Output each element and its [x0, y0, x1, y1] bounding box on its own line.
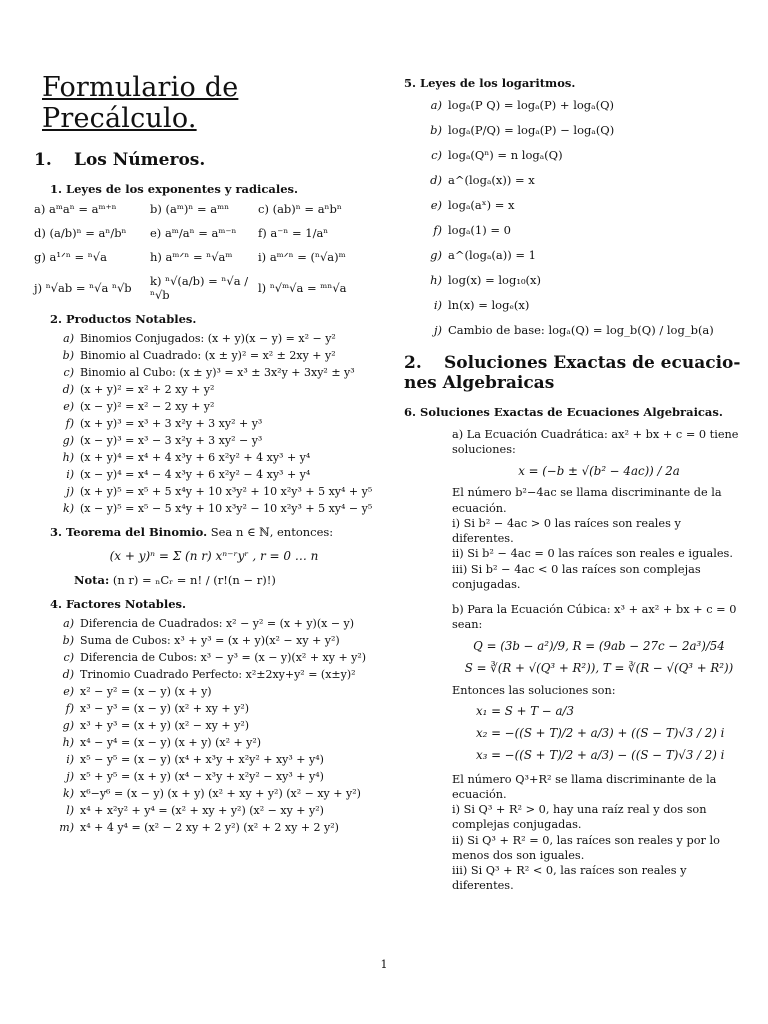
exponent-law: a) aᵐaⁿ = aᵐ⁺ⁿ — [34, 202, 117, 216]
log-law-text: logₐ(P Q) = logₐ(P) + logₐ(Q) — [448, 98, 614, 112]
quadratic-case: iii) Si b² − 4ac < 0 las raíces son complejas conjugadas. — [452, 562, 701, 591]
page-title: Formulario de Precálculo. — [42, 72, 239, 134]
product-formula — [58, 366, 394, 379]
factor-formula-label: b) — [62, 634, 74, 647]
factor-formula — [58, 668, 394, 681]
log-law — [426, 98, 746, 112]
factor-formula — [58, 702, 394, 715]
section-1-number: 1. — [34, 150, 52, 170]
factor-formula-text: x³ − y³ = (x − y) (x² + xy + y²) — [80, 702, 250, 715]
factor-formula-text: x⁴ − y⁴ = (x − y) (x + y) (x² + y²) — [80, 736, 262, 749]
log-law-label: c) — [431, 148, 442, 162]
product-formula-label: a) — [63, 332, 74, 345]
page-number: 1 — [380, 958, 388, 971]
factor-formula-text: x⁴ + x²y² + y⁴ = (x² + xy + y²) (x² − xy + y²) — [80, 804, 324, 817]
log-law-label: e) — [430, 198, 442, 212]
log-law — [426, 123, 746, 137]
product-formula — [58, 451, 394, 464]
exponent-row — [34, 226, 394, 240]
factor-formula-label: e) — [63, 685, 74, 698]
exponent-row — [34, 250, 394, 264]
section-2-name-line1: Soluciones Exactas de ecuacio- — [444, 353, 741, 373]
log-law-text: logₐ(P/Q) = logₐ(P) − logₐ(Q) — [448, 123, 615, 137]
factor-formula-label: a) — [63, 617, 74, 630]
product-formula-text: Binomios Conjugados: (x + y)(x − y) = x² − y² — [80, 332, 336, 345]
product-formula — [58, 332, 394, 345]
cubic-intro: b) Para la Ecuación Cúbica: x³ + ax² + bx + c = 0 sean: — [452, 603, 737, 632]
exponent-laws — [34, 202, 394, 302]
log-law-label: a) — [430, 98, 442, 112]
exponent-law: g) a¹ᐟⁿ = ⁿ√a — [34, 250, 107, 264]
subsection-exact-solutions-title: 6. Soluciones Exactas de Ecuaciones Algebraicas. — [404, 405, 723, 419]
product-formula — [58, 434, 394, 447]
product-formula — [58, 502, 394, 515]
product-formula-label: c) — [63, 366, 74, 379]
product-formula-label: g) — [62, 434, 74, 447]
product-formula-text: Binomio al Cuadrado: (x ± y)² = x² ± 2xy + y² — [80, 349, 336, 362]
binomial-formula: (x + y)ⁿ = Σ (n r) xⁿ⁻ʳyʳ , r = 0 … n — [109, 549, 319, 563]
section-2-number: 2. — [404, 353, 422, 373]
binomial-note-text: (n r) = ₙCᵣ = n! / (r!(n − r)!) — [112, 573, 276, 587]
subsection-exponents-title: 1. Leyes de los exponentes y radicales. — [50, 182, 299, 196]
factor-formula-text: x⁵ + y⁵ = (x + y) (x⁴ − x³y + x²y² − xy³ + y⁴) — [80, 770, 324, 783]
log-law-label: i) — [433, 298, 442, 312]
quadratic-discriminant: El número b²−4ac se llama discriminante de la ecuación. — [452, 486, 722, 515]
exponent-law: b) (aᵐ)ⁿ = aᵐⁿ — [150, 202, 230, 216]
factor-formula — [58, 770, 394, 783]
factor-formula-label: h) — [62, 736, 74, 749]
log-law — [426, 323, 746, 337]
factor-formula-text: Diferencia de Cuadrados: x² − y² = (x + y)(x − y) — [80, 617, 355, 630]
binomial-intro: Sea n ∈ ℕ, entonces: — [210, 525, 334, 539]
factor-formula-text: Suma de Cubos: x³ + y³ = (x + y)(x² − xy + y²) — [80, 634, 340, 647]
log-law — [426, 298, 746, 312]
log-law — [426, 198, 746, 212]
product-formula-text: (x + y)² = x² + 2 xy + y² — [80, 383, 215, 396]
log-law-text: ln(x) = logₑ(x) — [448, 298, 530, 312]
product-formula — [58, 383, 394, 396]
log-law-label: h) — [430, 273, 442, 287]
quadratic-case: i) Si b² − 4ac > 0 las raíces son reales y diferentes. — [452, 516, 681, 546]
factor-formula — [58, 787, 394, 800]
log-law-text: logₐ(aˣ) = x — [448, 198, 515, 212]
factor-formula-label: g) — [62, 719, 74, 732]
binomial-note-label: Nota: — [74, 573, 110, 587]
product-formula-label: b) — [62, 349, 74, 362]
quadratic-formula: x = (−b ± √(b² − 4ac)) / 2a — [518, 463, 680, 478]
quadratic-block — [452, 427, 746, 592]
product-formula-text: (x − y)³ = x³ − 3 x²y + 3 xy² − y³ — [80, 434, 263, 447]
left-column — [34, 72, 394, 838]
product-formula-label: k) — [63, 502, 74, 515]
exponent-row — [34, 202, 394, 216]
product-formula — [58, 468, 394, 481]
log-law-label: g) — [430, 248, 442, 262]
cubic-case: i) Si Q³ + R² > 0, hay una raíz real y dos son complejas conjugadas. — [452, 803, 707, 832]
log-law-label: j) — [433, 323, 442, 337]
section-2-heading — [404, 353, 746, 393]
binomial-note — [74, 573, 394, 587]
cubic-qr: Q = (3b − a²)/9, R = (9ab − 27c − 2a³)/54 — [473, 638, 725, 653]
product-formula — [58, 349, 394, 362]
product-formula-text: (x − y)⁵ = x⁵ − 5 x⁴y + 10 x³y² − 10 x²y³ + 5 xy⁴ − y⁵ — [80, 502, 373, 515]
product-formula-label: i) — [66, 468, 74, 481]
cubic-case: ii) Si Q³ + R² = 0, las raíces son reales y por lo menos dos son iguales. — [452, 833, 720, 862]
factor-formula — [58, 736, 394, 749]
factor-formula-label: k) — [63, 787, 74, 800]
product-formula-label: e) — [63, 400, 74, 413]
factor-formula — [58, 753, 394, 766]
product-formula-label: f) — [65, 417, 74, 430]
factor-formula — [58, 685, 394, 698]
log-law-label: d) — [430, 173, 442, 187]
log-law-text: logₐ(1) = 0 — [448, 223, 511, 237]
cubic-case: iii) Si Q³ + R² < 0, las raíces son reales y diferentes. — [452, 864, 687, 893]
factor-formula — [58, 821, 394, 834]
section-1-name: Los Números. — [74, 150, 206, 170]
factor-formula-text: x⁵ − y⁵ = (x − y) (x⁴ + x³y + x²y² + xy³ + y⁴) — [80, 753, 324, 766]
factors-list — [34, 617, 394, 834]
log-law-text: a^(logₐ(x)) = x — [448, 173, 535, 187]
exponent-law: l) ⁿ√ᵐ√a = ᵐⁿ√a — [258, 281, 347, 295]
factor-formula-label: d) — [62, 668, 74, 681]
factor-formula-label: l) — [66, 804, 74, 817]
product-formula-label: j) — [66, 485, 74, 498]
section-1-heading — [34, 150, 394, 170]
products-list — [34, 332, 394, 515]
product-formula-text: Binomio al Cubo: (x ± y)³ = x³ ± 3x²y + 3xy² ± y³ — [80, 366, 355, 379]
product-formula — [58, 400, 394, 413]
factor-formula — [58, 617, 394, 630]
factor-formula-text: Diferencia de Cubos: x³ − y³ = (x − y)(x² + xy + y²) — [80, 651, 367, 664]
product-formula-text: (x + y)³ = x³ + 3 x²y + 3 xy² + y³ — [80, 417, 263, 430]
factor-formula-text: x⁴ + 4 y⁴ = (x² − 2 xy + 2 y²) (x² + 2 xy + 2 y²) — [80, 821, 339, 834]
section-2-name-line2: nes Algebraicas — [404, 373, 555, 393]
cubic-discriminant: El número Q³+R² se llama discriminante de la ecuación. — [452, 772, 717, 801]
subsection-factors-title: 4. Factores Notables. — [50, 597, 186, 611]
subsection-binomial-title: 3. Teorema del Binomio. Sea n ∈ ℕ, entonces: — [50, 525, 334, 539]
cubic-root-2: x₂ = −((S + T)/2 + a/3) + ((S − T)√3 / 2) i — [476, 725, 725, 740]
exponent-law: c) (ab)ⁿ = aⁿbⁿ — [258, 202, 342, 216]
cubic-then: Entonces las soluciones son: — [452, 683, 616, 697]
subsection-products-title: 2. Productos Notables. — [50, 312, 197, 326]
product-formula-text: (x − y)² = x² − 2 xy + y² — [80, 400, 215, 413]
product-formula-label: h) — [62, 451, 74, 464]
subsection-logs-title: 5. Leyes de los logaritmos. — [404, 76, 576, 90]
exponent-law: d) (a/b)ⁿ = aⁿ/bⁿ — [34, 226, 127, 240]
log-law-text: log(x) = log₁₀(x) — [448, 273, 542, 287]
factor-formula — [58, 719, 394, 732]
exponent-law: h) aᵐᐟⁿ = ⁿ√aᵐ — [150, 250, 233, 264]
log-law — [426, 223, 746, 237]
factor-formula-label: i) — [66, 753, 74, 766]
factor-formula-text: x³ + y³ = (x + y) (x² − xy + y²) — [80, 719, 250, 732]
log-law-text: logₐ(Qⁿ) = n logₐ(Q) — [448, 148, 563, 162]
product-formula — [58, 417, 394, 430]
factor-formula — [58, 634, 394, 647]
product-formula-text: (x + y)⁴ = x⁴ + 4 x³y + 6 x²y² + 4 xy³ + y⁴ — [80, 451, 311, 464]
factor-formula-label: j) — [66, 770, 74, 783]
factor-formula-label: f) — [65, 702, 74, 715]
right-column — [404, 76, 746, 894]
cubic-root-3: x₃ = −((S + T)/2 + a/3) − ((S − T)√3 / 2) i — [476, 747, 725, 762]
factor-formula-label: m) — [59, 821, 74, 834]
log-law — [426, 173, 746, 187]
log-law-label: f) — [433, 223, 442, 237]
factor-formula-text: x⁶−y⁶ = (x − y) (x + y) (x² + xy + y²) (x² − xy + y²) — [80, 787, 361, 800]
log-law-text: Cambio de base: logₐ(Q) = log_b(Q) / log_b(a) — [448, 323, 714, 337]
log-law — [426, 248, 746, 262]
product-formula-label: d) — [62, 383, 74, 396]
quadratic-case: ii) Si b² − 4ac = 0 las raíces son reales e iguales. — [452, 547, 733, 561]
exponent-law: f) a⁻ⁿ = 1/aⁿ — [258, 226, 329, 240]
exponent-law: i) aᵐᐟⁿ = (ⁿ√a)ᵐ — [258, 250, 346, 264]
exponent-law: e) aᵐ/aⁿ = aᵐ⁻ⁿ — [150, 226, 237, 240]
factor-formula-label: c) — [63, 651, 74, 664]
product-formula-text: (x + y)⁵ = x⁵ + 5 x⁴y + 10 x³y² + 10 x²y³ + 5 xy⁴ + y⁵ — [80, 485, 373, 498]
factor-formula — [58, 804, 394, 817]
log-law — [426, 148, 746, 162]
cubic-st: S = ∛(R + √(Q³ + R²)), T = ∛(R − √(Q³ + R²)) — [464, 660, 734, 675]
exponent-law: k) ⁿ√(a/b) = ⁿ√a / ⁿ√b — [150, 274, 249, 302]
log-law-text: a^(logₐ(a)) = 1 — [448, 248, 536, 262]
logs-list — [404, 98, 746, 337]
quadratic-intro: a) La Ecuación Cuadrática: ax² + bx + c = 0 tiene soluciones: — [452, 428, 739, 457]
factor-formula-text: x² − y² = (x − y) (x + y) — [80, 685, 212, 698]
product-formula — [58, 485, 394, 498]
factor-formula — [58, 651, 394, 664]
exponent-row — [34, 274, 394, 302]
exponent-law: j) ⁿ√ab = ⁿ√a ⁿ√b — [34, 281, 132, 295]
log-law — [426, 273, 746, 287]
product-formula-text: (x − y)⁴ = x⁴ − 4 x³y + 6 x²y² − 4 xy³ + y⁴ — [80, 468, 311, 481]
cubic-root-1: x₁ = S + T − a/3 — [476, 703, 574, 718]
factor-formula-text: Trinomio Cuadrado Perfecto: x²±2xy+y² = (x±y)² — [80, 668, 356, 681]
log-law-label: b) — [430, 123, 442, 137]
cubic-block — [452, 602, 746, 893]
